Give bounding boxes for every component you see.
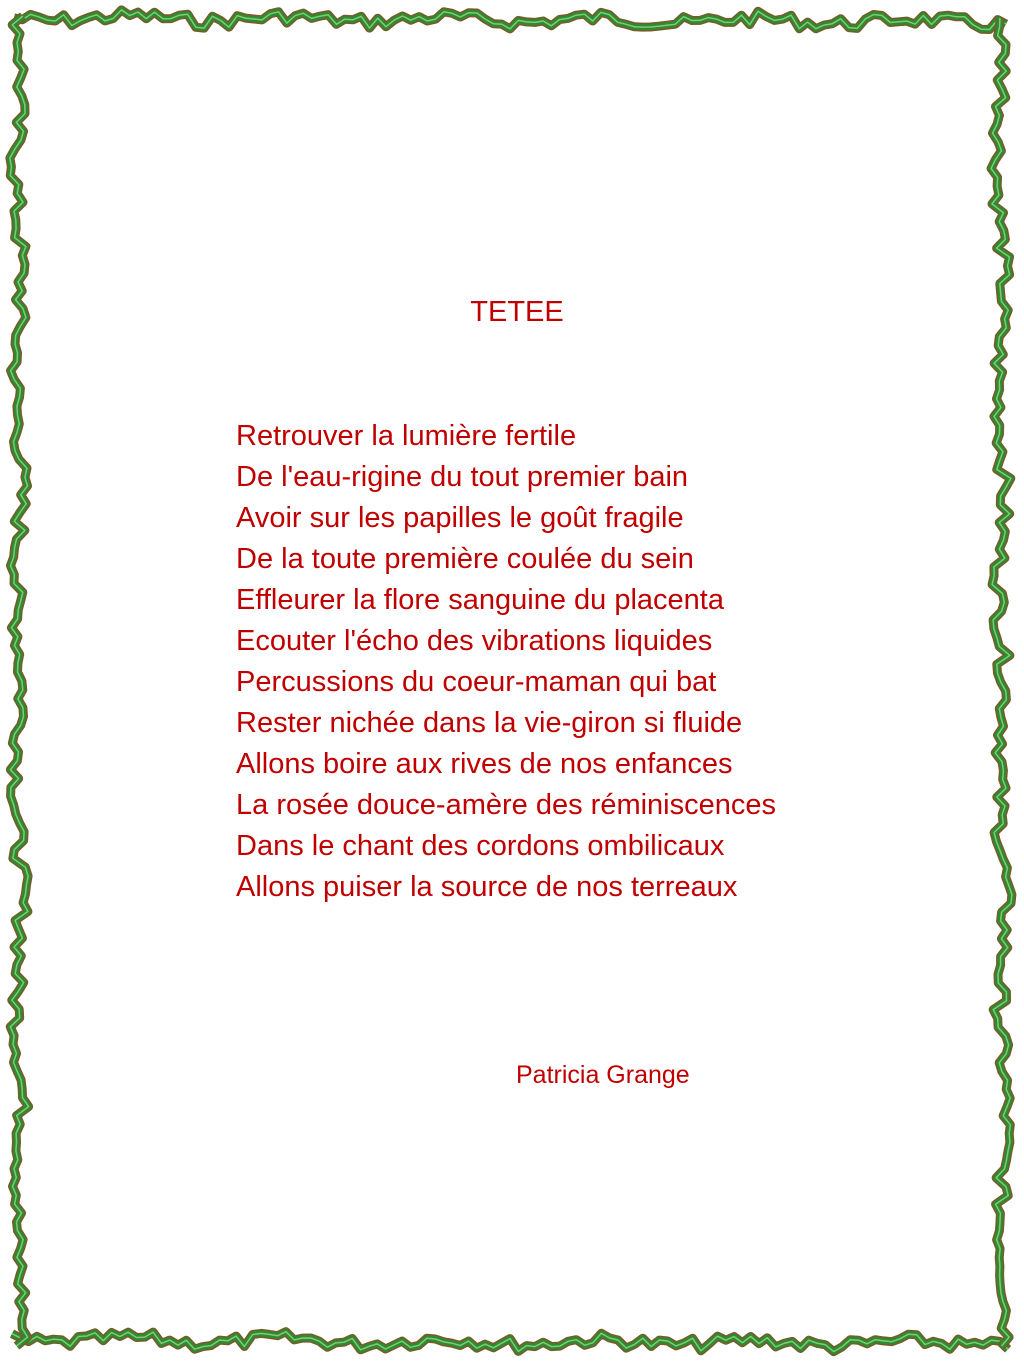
poem-body <box>236 416 776 908</box>
poem-line: Avoir sur les papilles le goût fragile <box>236 502 684 534</box>
poem-line: Rester nichée dans la vie-giron si fluide <box>236 707 743 739</box>
poem-line: Dans le chant des cordons ombilicaux <box>236 830 725 862</box>
poem-line: Allons boire aux rives de nos enfances <box>236 748 733 780</box>
poem-line: Effleurer la flore sanguine du placenta <box>236 584 724 616</box>
poem-line: Ecouter l'écho des vibrations liquides <box>236 625 713 657</box>
poem-line: De la toute première coulée du sein <box>236 543 694 575</box>
poem-author: Patricia Grange <box>516 1061 690 1089</box>
poem-title: TETEE <box>470 296 564 328</box>
poem-line: Retrouver la lumière fertile <box>236 420 577 452</box>
poem-line: De l'eau-rigine du tout premier bain <box>236 461 689 493</box>
poem-line: La rosée douce-amère des réminiscences <box>236 789 776 821</box>
border-right-highlight <box>991 18 1012 1346</box>
border-top <box>14 10 1006 30</box>
poem-line: Percussions du coeur-maman qui bat <box>236 666 717 698</box>
poem-line: Allons puiser la source de nos terreaux <box>236 871 738 903</box>
